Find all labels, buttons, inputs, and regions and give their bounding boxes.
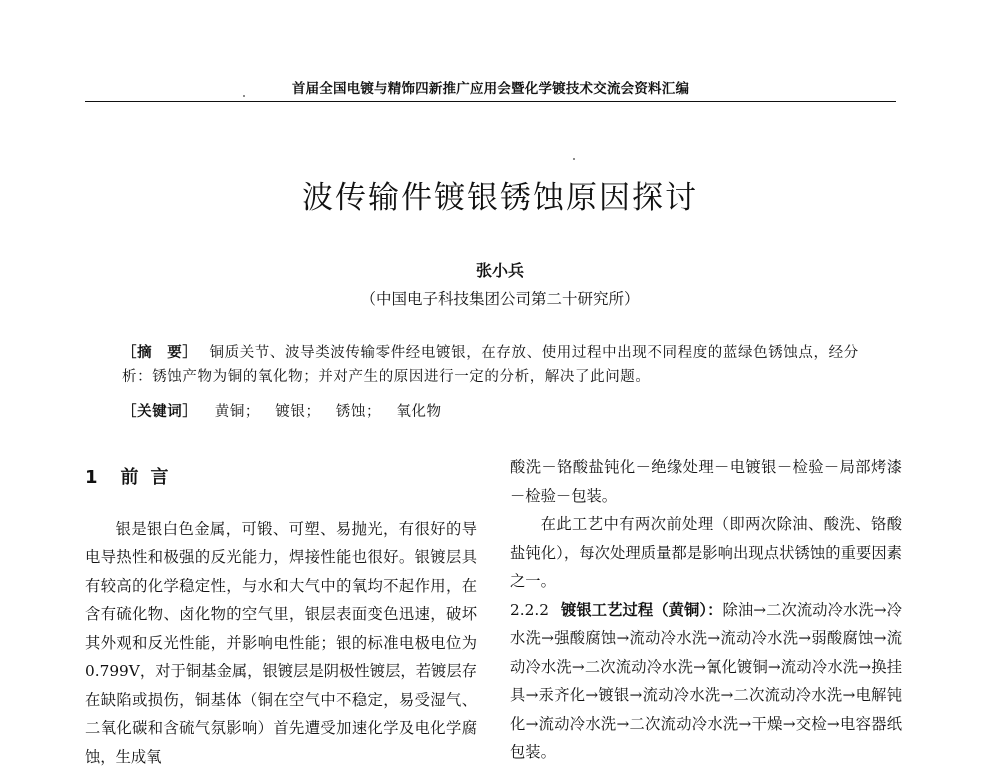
author-affiliation: （中国电子科技集团公司第二十研究所） [0, 287, 1000, 309]
header-rule [85, 101, 896, 102]
keyword-item: 黄铜； [215, 404, 260, 420]
section-title: 前言 [121, 467, 181, 488]
keywords [122, 400, 452, 421]
scan-speck [573, 158, 575, 160]
keyword-item: 锈蚀； [336, 404, 381, 420]
right-column [510, 453, 902, 767]
abstract-text: 铜质关节、波导类波传输零件经电镀银，在存放、使用过程中出现不同程度的蓝绿色锈蚀点，经分析：锈蚀产物为铜的氧化物；并对产生的原因进行一定的分析，解决了此问题。 [122, 345, 859, 385]
keyword-item: 镀银； [275, 404, 320, 420]
intro-paragraph: 银是银白色金属，可锻、可塑、易抛光，有很好的导电导热性和极强的反光能力，焊接性能也很好。银镀层具有较高的化学稳定性，与水和大气中的氧均不起作用，在含有硫化物、卤化物的空气里，银层表面变色迅速，破坏其外观和反光性能，并影响电性能；银的标准电极电位为0.799V，对于铜基金属，银镀层是阴极性镀层，若镀层存在缺陷或损伤，铜基体（铜在空气中不稳定，易受湿气、二氧化碳和含硫气氛影响）首先遭受加速化学及电化学腐蚀，生成氧 [85, 515, 477, 771]
author-name: 张小兵 [0, 258, 1000, 281]
abstract [85, 341, 885, 389]
subsection-title: 镀银工艺过程（黄铜）： [561, 601, 723, 619]
keyword-item: 氧化物 [396, 404, 441, 420]
subsection-number: 2.2.2 [510, 601, 549, 619]
pretreatment-paragraph: 在此工艺中有两次前处理（即两次除油、酸洗、铬酸盐钝化），每次处理质量都是影响出现点状锈蚀的重要因素之一。 [510, 510, 902, 596]
subsection-text: 除油→二次流动冷水洗→冷水洗→强酸腐蚀→流动冷水洗→流动冷水洗→弱酸腐蚀→流动冷水洗→二次流动冷水洗→氰化镀铜→流动冷水洗→换挂具→汞齐化→镀银→流动冷水洗→二次流动冷水洗→电解钝化→流动冷水洗→二次流动冷水洗→干燥→交检→电容器纸包装。 [510, 601, 902, 762]
silver-plating-process [510, 596, 902, 767]
running-header: 首届全国电镀与精饰四新推广应用会暨化学镀技术交流会资料汇编 [85, 77, 896, 97]
paper-title: 波传输件镀银锈蚀原因探讨 [0, 172, 1000, 217]
section-number: 1 [85, 467, 99, 488]
scan-speck [243, 95, 245, 97]
left-column [85, 464, 477, 771]
abstract-label: ［摘 要］ [122, 345, 198, 361]
keywords-label: ［关键词］ [122, 404, 198, 420]
process-continuation: 酸洗－铬酸盐钝化－绝缘处理－电镀银－检验－局部烤漆－检验－包装。 [510, 453, 902, 510]
section-heading [85, 464, 477, 493]
